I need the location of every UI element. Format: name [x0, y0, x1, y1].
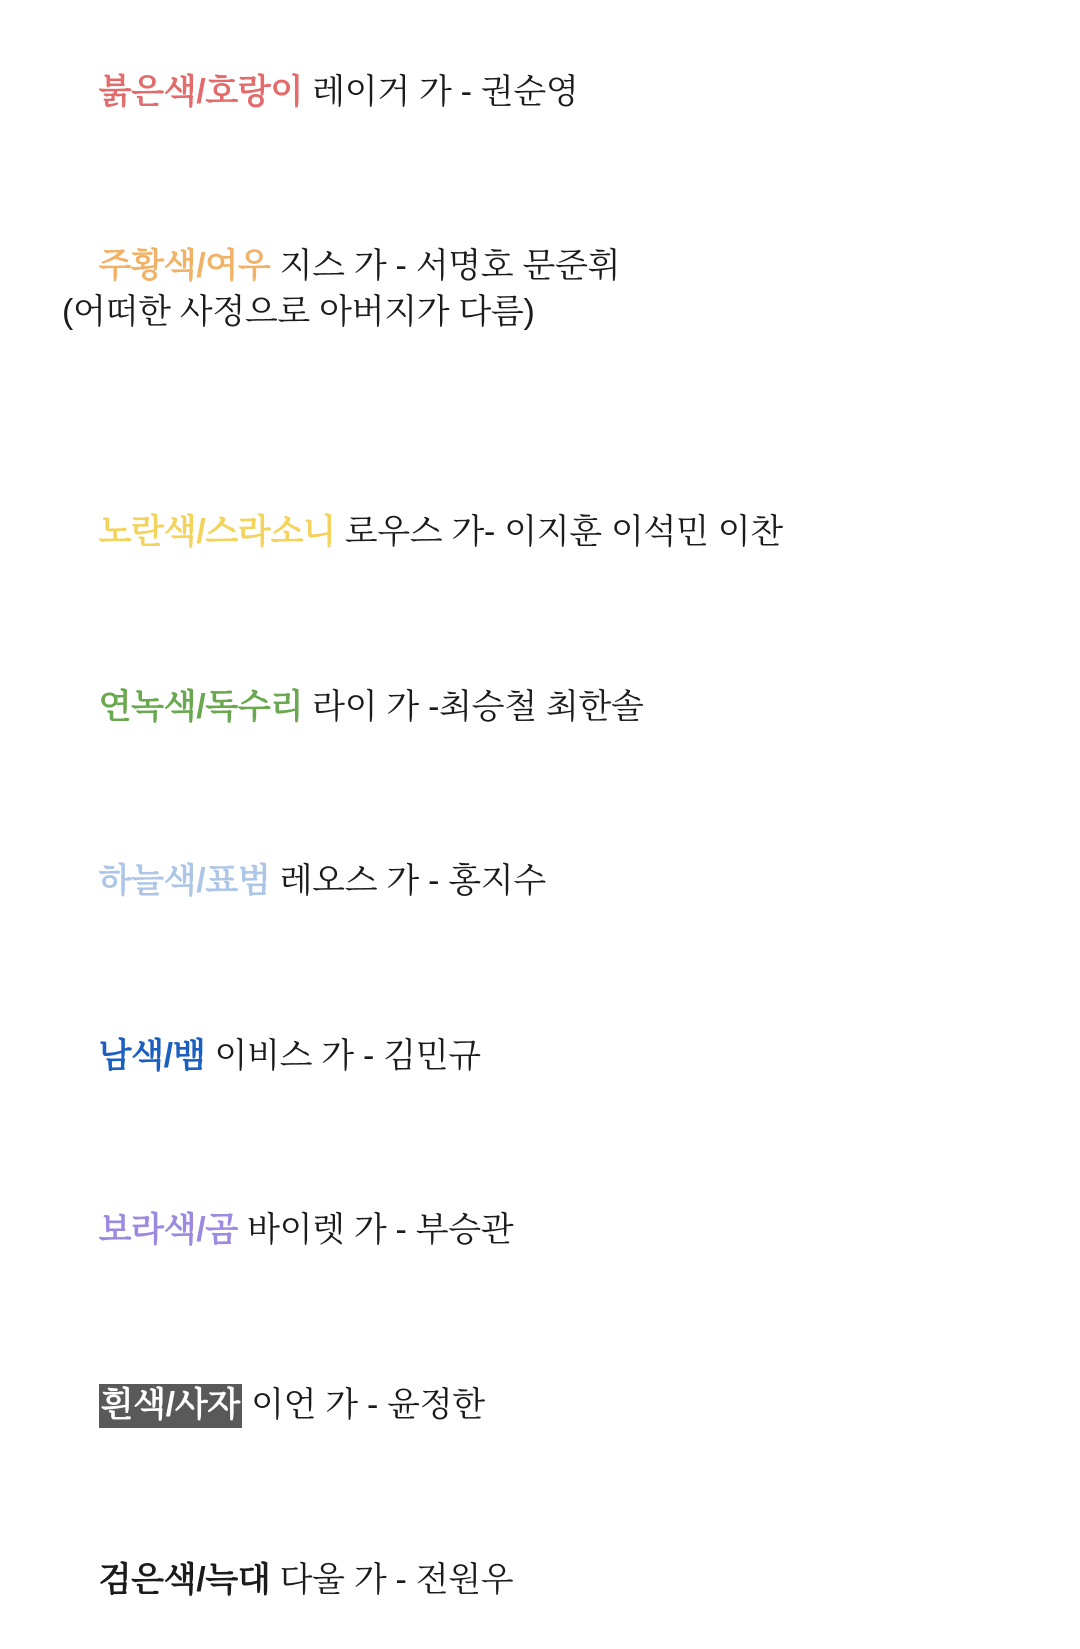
- list-item: [62, 988, 1040, 1125]
- list-item: [62, 1512, 1040, 1649]
- list-item: [62, 814, 1040, 951]
- entry-text: 이비스 가 - 김민규: [205, 1036, 481, 1075]
- entry-text: 다울 가 - 전원우: [270, 1560, 514, 1599]
- list-item: [62, 1163, 1040, 1300]
- color-animal-tag: 보라색/곰: [98, 1211, 238, 1250]
- entry-text: 레이거 가 - 권순영: [303, 72, 579, 111]
- list-item: [62, 464, 1040, 601]
- entry-text: 라이 가 -최승철 최한솔: [303, 687, 644, 726]
- color-animal-tag: 남색/뱀: [98, 1036, 206, 1075]
- list-item: [62, 199, 1040, 427]
- list-item: [62, 24, 1040, 161]
- color-animal-tag: 붉은색/호랑이: [98, 72, 304, 111]
- entry-text: 이언 가 - 윤정한: [241, 1386, 485, 1425]
- color-animal-tag: 검은색/늑대: [98, 1560, 271, 1599]
- color-animal-tag-highlighted: 흰색/사자: [99, 1384, 242, 1428]
- list-item: [62, 1338, 1040, 1475]
- color-animal-tag: 노란색/스라소니: [98, 512, 336, 551]
- color-animal-tag: 연녹색/독수리: [98, 687, 304, 726]
- color-animal-tag: 하늘색/표범: [98, 862, 271, 901]
- entry-text: 로우스 가- 이지훈 이석민 이찬: [335, 512, 783, 551]
- entry-note: (어떠한 사정으로 아버지가 다름): [62, 292, 535, 331]
- entry-text: 레오스 가 - 홍지수: [270, 862, 546, 901]
- color-animal-tag: 주황색/여우: [98, 247, 271, 286]
- list-item: [62, 639, 1040, 776]
- entry-text: 지스 가 - 서명호 문준휘: [270, 247, 621, 286]
- entry-text: 바이렛 가 - 부승관: [237, 1211, 514, 1250]
